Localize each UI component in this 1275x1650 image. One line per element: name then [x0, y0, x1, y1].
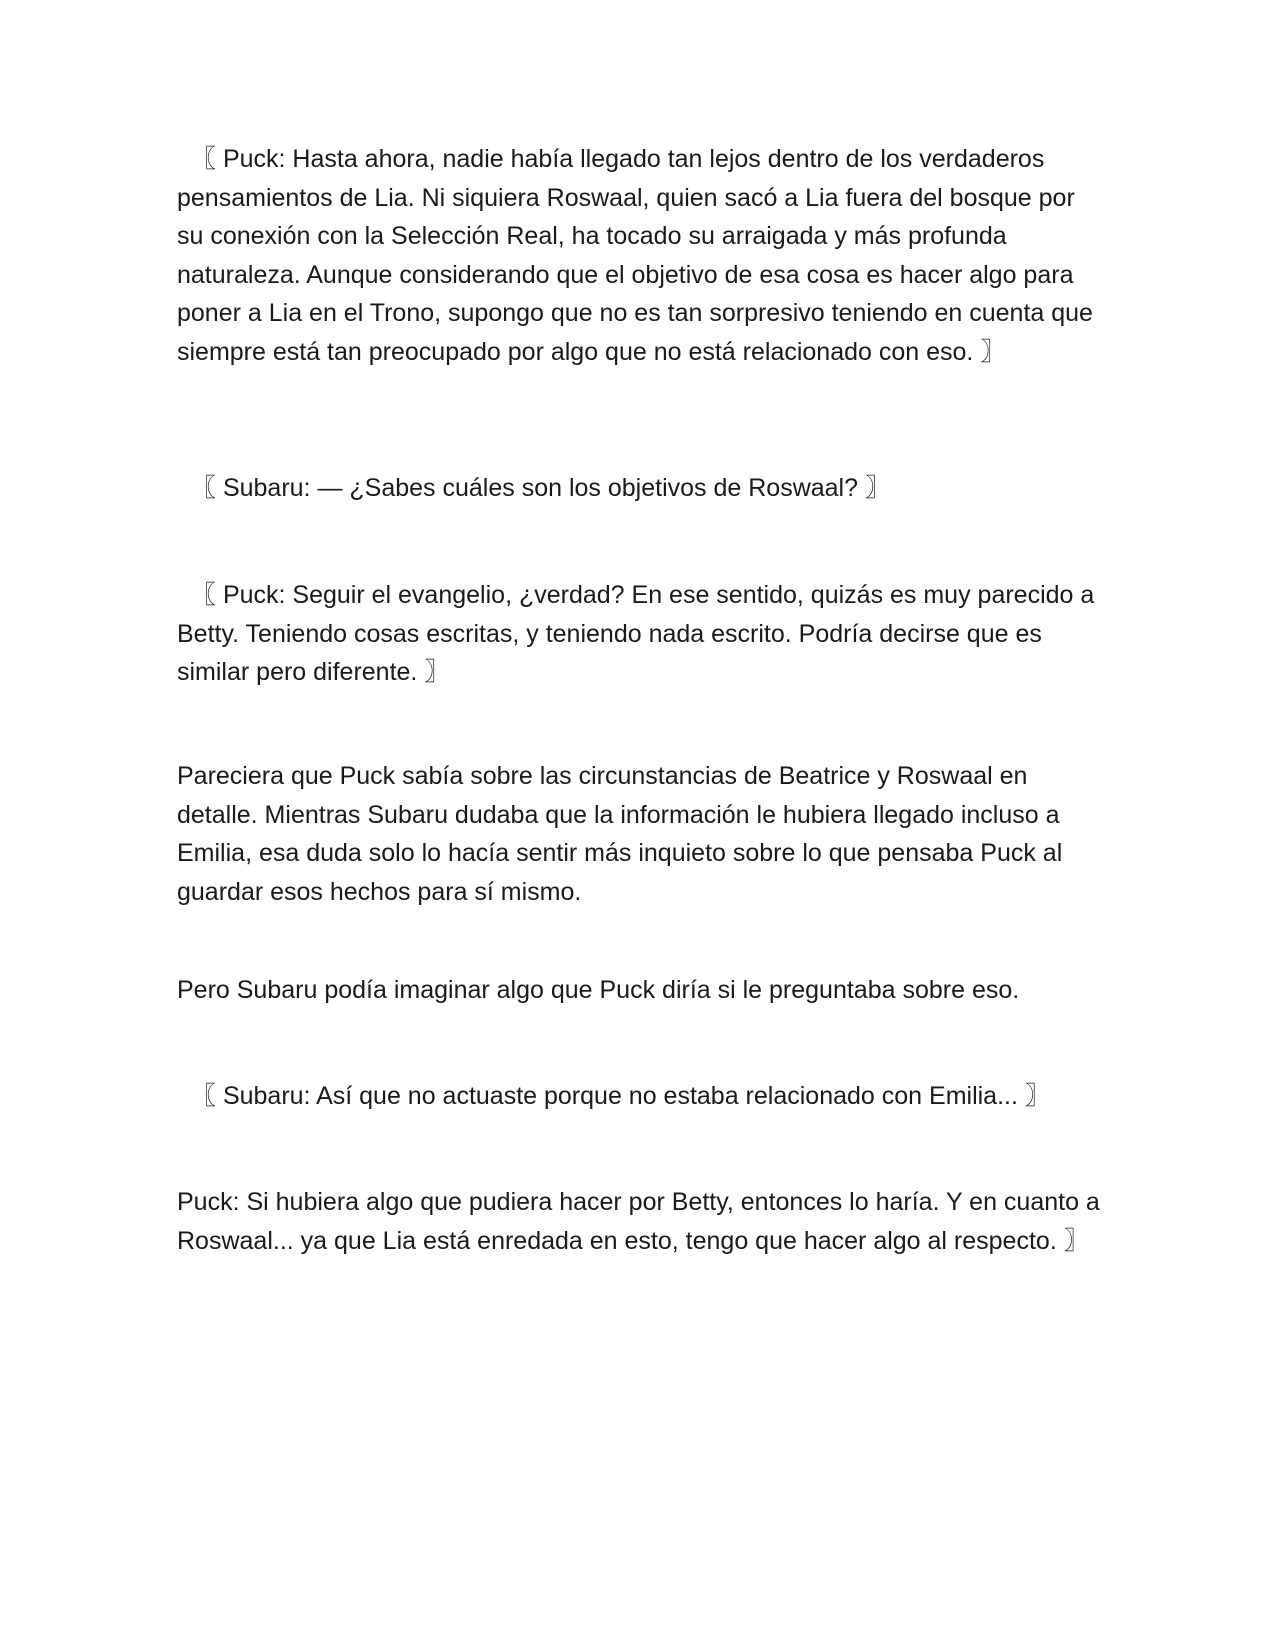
paragraph-puck-2: 〖 Puck: Seguir el evangelio, ¿verdad? En ese sentido, quizás es muy parecido a Betty. Teniendo cosas escritas, y teniendo nada escrito. Podría decirse que es similar pero diferente. 〗: [177, 581, 1095, 686]
paragraph-puck-3: Puck: Si hubiera algo que pudiera hacer por Betty, entonces lo haría. Y en cuanto a Roswaal... ya que Lia está enredada en esto, tengo que hacer algo al respecto. 〗: [177, 1188, 1100, 1255]
paragraph-narration-1: Pareciera que Puck sabía sobre las circunstancias de Beatrice y Roswaal en detalle. Mientras Subaru dudaba que la información le hubiera llegado incluso a Emilia, esa duda solo lo hacía sentir más inquieto sobre lo que pensaba Puck al guardar esos hechos para sí mismo.: [177, 762, 1063, 906]
paragraph-subaru-1: 〖 Subaru: — ¿Sabes cuáles son los objetivos de Roswaal? 〗: [191, 474, 890, 502]
paragraph-puck-1: 〖 Puck: Hasta ahora, nadie había llegado tan lejos dentro de los verdaderos pensamientos de Lia. Ni siquiera Roswaal, quien sacó a Lia fuera del bosque por su conexión con la Selección Real, ha tocado su arraigada y más profunda naturaleza. Aunque considerando que el objetivo de esa cosa es hacer algo para poner a Lia en el Trono, supongo que no es tan sorpresivo teniendo en cuenta que siempre está tan preocupado por algo que no está relacionado con eso. 〗: [177, 145, 1093, 366]
paragraph-subaru-2: 〖 Subaru: Así que no actuaste porque no estaba relacionado con Emilia... 〗: [191, 1082, 1050, 1110]
paragraph-narration-2: Pero Subaru podía imaginar algo que Puck diría si le preguntaba sobre eso.: [177, 976, 1020, 1004]
